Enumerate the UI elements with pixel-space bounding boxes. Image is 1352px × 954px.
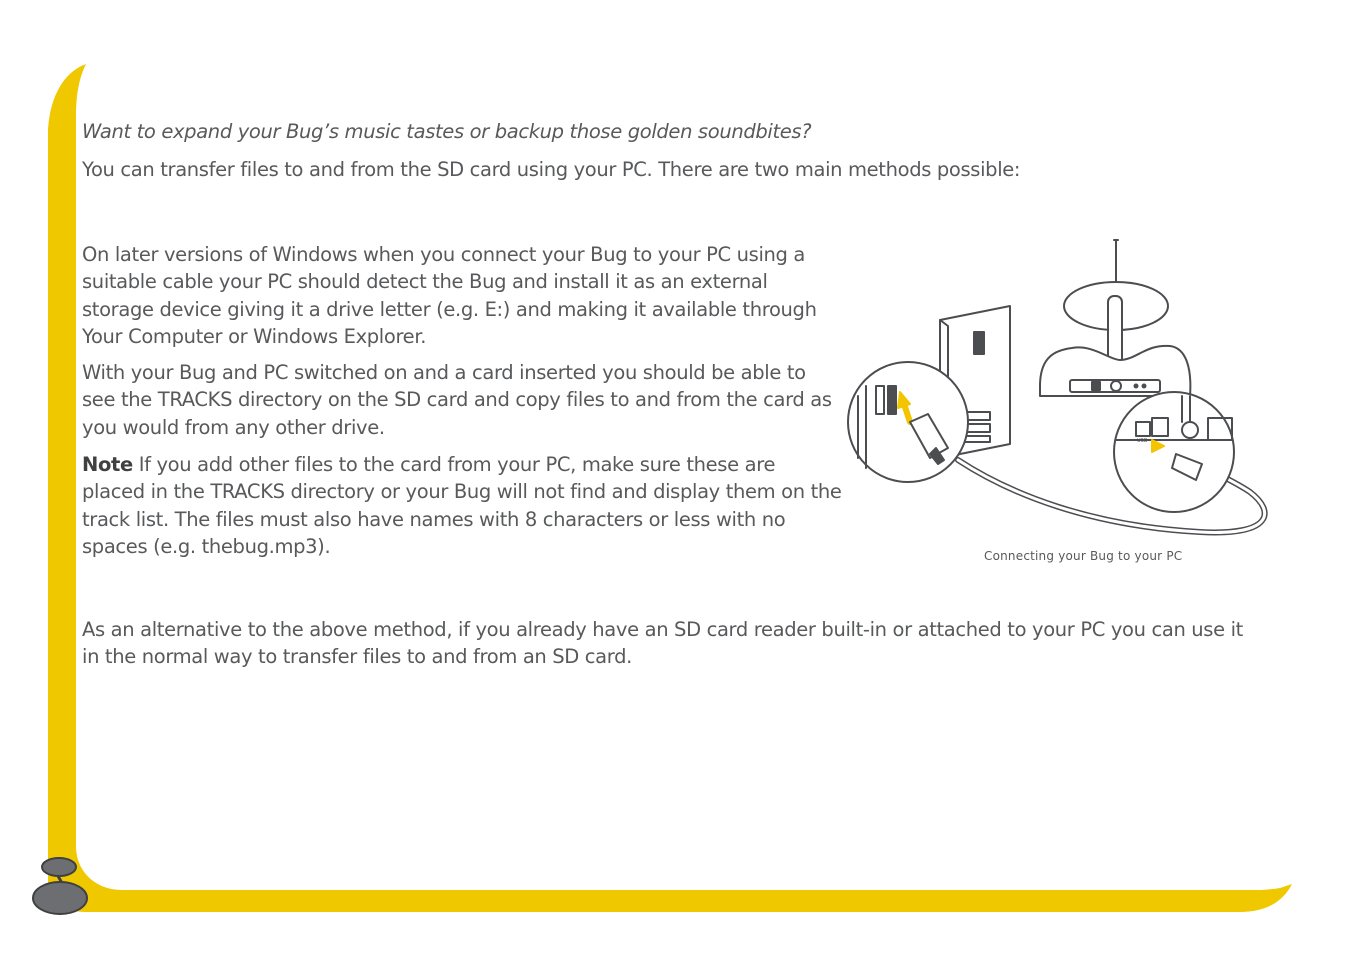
note-text: If you add other files to the card from your PC, make sure these are placed in the TRACKS directory or your Bug will not find and display them on the track list. The files must also have names with 8 characters or less with no spaces (e.g. thebug.mp3). [82,453,842,558]
usb-port-label: USB [1137,438,1148,444]
bug-port-zoom-icon [1114,392,1234,512]
note-paragraph [82,451,842,560]
figure-caption: Connecting your Bug to your PC [984,549,1183,563]
pc-port-zoom-icon [848,362,968,482]
method2-paragraph: As an alternative to the above method, if you already have an SD card reader built-in or attached to your PC you can use it in the normal way to transfer files to and from an SD card. [82,618,1243,669]
bug-device-icon [1040,240,1190,396]
note-label: Note [82,453,133,476]
intro-question: Want to expand your Bug’s music tastes or backup those golden soundbites? [82,120,812,143]
method1-paragraph-1: On later versions of Windows when you connect your Bug to your PC using a suitable cable your PC should detect the Bug and install it as an external storage device giving it a drive letter (e.g. E:) and making it available through Your Computer or Windows Explorer. [82,243,817,348]
intro-text: You can transfer files to and from the SD card using your PC. There are two main methods possible: [82,158,1021,181]
method1-paragraph-2: With your Bug and PC switched on and a card inserted you should be able to see the TRACKS directory on the SD card and copy files to and from the card as you would from any other drive. [82,361,832,439]
pc-bug-connection-illustration [840,236,1280,540]
